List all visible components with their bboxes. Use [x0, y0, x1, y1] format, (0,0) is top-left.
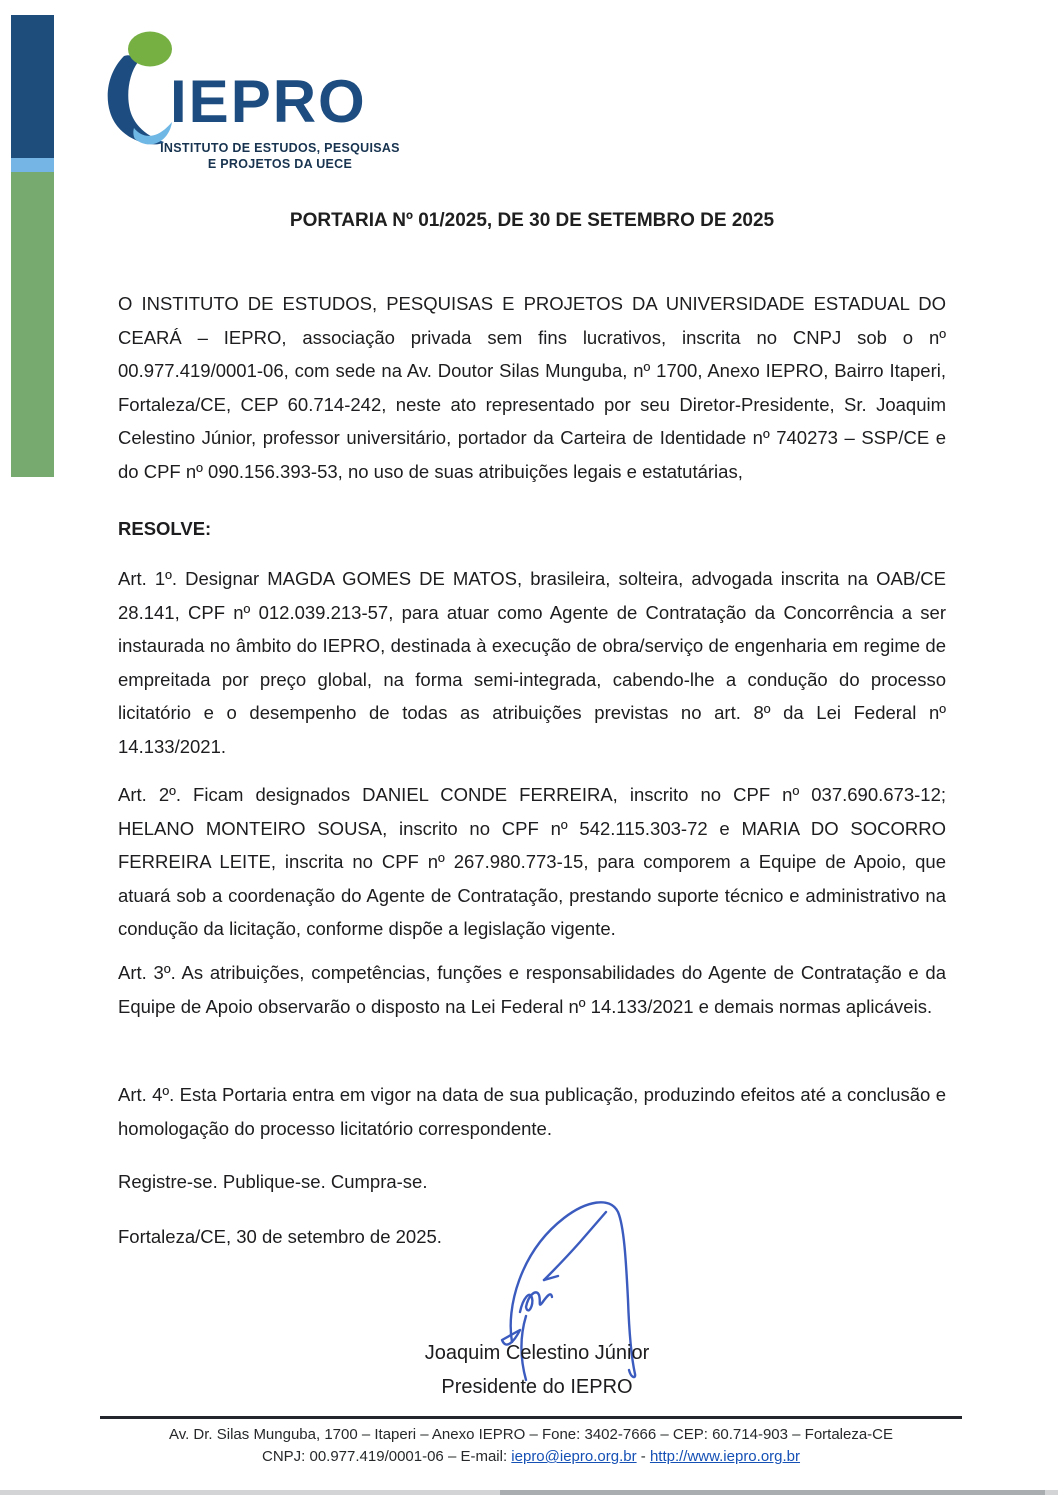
sidebar-accent-dark	[11, 15, 54, 158]
signer-role: Presidente do IEPRO	[441, 1376, 633, 1398]
footer-link-separator: -	[636, 1448, 650, 1465]
logo-subtitle	[140, 140, 420, 172]
iepro-logo-icon	[104, 30, 176, 153]
article-1-paragraph: Art. 1º. Designar MAGDA GOMES DE MATOS, brasileira, solteira, advogada inscrita na OAB/CE 28.141, CPF nº 012.039.213-57, para atuar como Agente de Contratação da Concorrência a ser instaurada no âmbito do IEPRO, destinada à execução de obra/serviço de engenharia em regime de empreitada por preço global, na forma semi-integrada, cabendo-lhe a condução do processo licitatório e o desempenho de todas as atribuições previstas no art. 8º da Lei Federal nº 14.133/2021.	[118, 568, 946, 757]
article-3-paragraph: Art. 3º. As atribuições, competências, funções e responsabilidades do Agente de Contratação e da Equipe de Apoio observarão o disposto na Lei Federal nº 14.133/2021 e demais normas aplicáveis.	[118, 962, 946, 1017]
resolve-heading: RESOLVE:	[118, 518, 212, 539]
iepro-wordmark: IEPRO	[170, 68, 367, 135]
footer-contact-line	[98, 1446, 964, 1468]
preamble-paragraph: O INSTITUTO DE ESTUDOS, PESQUISAS E PROJETOS DA UNIVERSIDADE ESTADUAL DO CEARÁ – IEPRO, associação privada sem fins lucrativos, inscrita no CNPJ sob o nº 00.977.419/0001-06, com sede na Av. Doutor Silas Munguba, nº 1700, Anexo IEPRO, Bairro Itaperi, Fortaleza/CE, CEP 60.714-242, neste ato representado por seu Diretor-Presidente, Sr. Joaquim Celestino Júnior, professor universitário, portador da Carteira de Identidade nº 740273 – SSP/CE e do CPF nº 090.156.393-53, no uso de suas atribuições legais e estatutárias,	[118, 293, 946, 482]
footer-email-link[interactable]: iepro@iepro.org.br	[511, 1448, 637, 1465]
article-4-paragraph: Art. 4º. Esta Portaria entra em vigor na data de sua publicação, produzindo efeitos até a conclusão e homologação do processo licitatório correspondente.	[118, 1084, 946, 1139]
dateline: Fortaleza/CE, 30 de setembro de 2025.	[118, 1226, 442, 1247]
footer-address-line: Av. Dr. Silas Munguba, 1700 – Itaperi – Anexo IEPRO – Fone: 3402-7666 – CEP: 60.714-903 – Fortaleza-CE	[168, 1426, 894, 1443]
footer-cnpj-text: CNPJ: 00.977.419/0001-06 – E-mail:	[261, 1448, 512, 1465]
sidebar-accent-lightblue	[11, 158, 54, 172]
footer-website-link[interactable]: http://www.iepro.org.br	[649, 1448, 801, 1465]
article-2-paragraph: Art. 2º. Ficam designados DANIEL CONDE FERREIRA, inscrito no CPF nº 037.690.673-12; HELANO MONTEIRO SOUSA, inscrito no CPF nº 542.115.303-72 e MARIA DO SOCORRO FERREIRA LEITE, inscrita no CPF nº 267.980.773-15, para comporem a Equipe de Apoio, que atuará sob a coordenação do Agente de Contratação, prestando suporte técnico e administrativo na condução da licitação, conforme dispõe a legislação vigente.	[118, 784, 946, 939]
closing-line: Registre-se. Publique-se. Cumpra-se.	[118, 1171, 428, 1192]
document-title: PORTARIA Nº 01/2025, DE 30 DE SETEMBRO DE 2025	[289, 210, 775, 231]
footer	[98, 1424, 964, 1468]
logo-subtitle-line1: INSTITUTO DE ESTUDOS, PESQUISAS	[160, 141, 400, 155]
logo-subtitle-line2: E PROJETOS DA UECE	[207, 157, 353, 171]
scan-edge-artifact-dark	[500, 1490, 1045, 1495]
signer-name: Joaquim Celestino Júnior	[424, 1342, 650, 1364]
signature-block	[317, 1336, 757, 1404]
sidebar-accent-green	[11, 172, 54, 477]
footer-divider	[100, 1416, 962, 1419]
